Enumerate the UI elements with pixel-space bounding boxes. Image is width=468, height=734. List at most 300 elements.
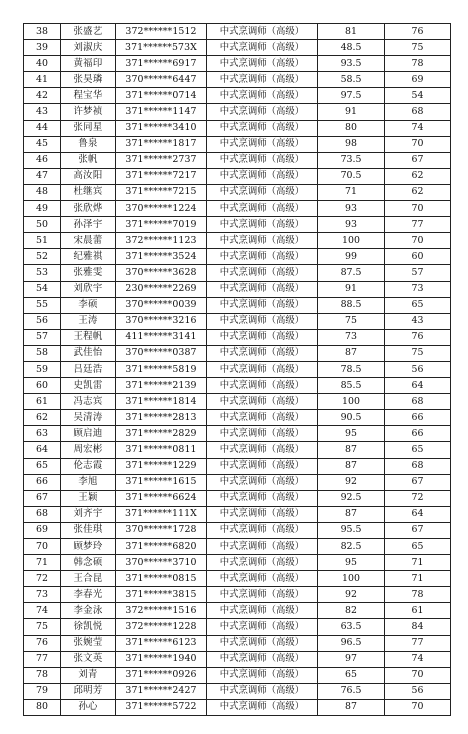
id-number-cell: 371******2139: [116, 378, 207, 394]
score-1-cell: 93: [318, 201, 385, 217]
id-number-cell: 371******6917: [116, 56, 207, 72]
score-1-cell: 92: [318, 474, 385, 490]
id-number-cell: 230******2269: [116, 281, 207, 297]
score-1-cell: 87: [318, 699, 385, 715]
name-cell: 张婉莹: [61, 635, 116, 651]
name-cell: 张雅雯: [61, 265, 116, 281]
score-1-cell: 80: [318, 120, 385, 136]
occupation-cell: 中式烹调师（高级）: [207, 297, 318, 313]
id-number-cell: 371******5722: [116, 699, 207, 715]
score-1-cell: 78.5: [318, 361, 385, 377]
id-number-cell: 371******5819: [116, 361, 207, 377]
table-row: [24, 201, 451, 217]
name-cell: 邱明芳: [61, 683, 116, 699]
score-2-cell: 71: [385, 571, 451, 587]
id-number-cell: 371******0714: [116, 88, 207, 104]
row-number-cell: 61: [24, 394, 61, 410]
name-cell: 李旭: [61, 474, 116, 490]
table-row: [24, 104, 451, 120]
row-number-cell: 52: [24, 249, 61, 265]
id-number-cell: 371******1147: [116, 104, 207, 120]
occupation-cell: 中式烹调师（高级）: [207, 233, 318, 249]
table-row: [24, 539, 451, 555]
occupation-cell: 中式烹调师（高级）: [207, 361, 318, 377]
name-cell: 王涛: [61, 313, 116, 329]
id-number-cell: 371******3815: [116, 587, 207, 603]
occupation-cell: 中式烹调师（高级）: [207, 136, 318, 152]
score-2-cell: 65: [385, 297, 451, 313]
id-number-cell: 371******0811: [116, 442, 207, 458]
name-cell: 武佳怡: [61, 345, 116, 361]
score-2-cell: 78: [385, 56, 451, 72]
table-row: [24, 490, 451, 506]
score-1-cell: 73.5: [318, 152, 385, 168]
score-1-cell: 91: [318, 281, 385, 297]
score-1-cell: 87: [318, 442, 385, 458]
occupation-cell: 中式烹调师（高级）: [207, 152, 318, 168]
id-number-cell: 371******573X: [116, 40, 207, 56]
occupation-cell: 中式烹调师（高级）: [207, 442, 318, 458]
row-number-cell: 47: [24, 168, 61, 184]
row-number-cell: 49: [24, 201, 61, 217]
row-number-cell: 58: [24, 345, 61, 361]
occupation-cell: 中式烹调师（高级）: [207, 184, 318, 200]
row-number-cell: 77: [24, 651, 61, 667]
score-2-cell: 68: [385, 104, 451, 120]
id-number-cell: 372******1123: [116, 233, 207, 249]
score-1-cell: 48.5: [318, 40, 385, 56]
row-number-cell: 70: [24, 539, 61, 555]
score-2-cell: 70: [385, 667, 451, 683]
occupation-cell: 中式烹调师（高级）: [207, 24, 318, 40]
occupation-cell: 中式烹调师（高级）: [207, 56, 318, 72]
row-number-cell: 63: [24, 426, 61, 442]
name-cell: 李春光: [61, 587, 116, 603]
row-number-cell: 43: [24, 104, 61, 120]
score-2-cell: 68: [385, 394, 451, 410]
score-1-cell: 95: [318, 426, 385, 442]
table-row: [24, 410, 451, 426]
id-number-cell: 372******1228: [116, 619, 207, 635]
score-2-cell: 70: [385, 201, 451, 217]
name-cell: 刘齐宇: [61, 506, 116, 522]
occupation-cell: 中式烹调师（高级）: [207, 168, 318, 184]
table-row: [24, 555, 451, 571]
id-number-cell: 371******1229: [116, 458, 207, 474]
row-number-cell: 46: [24, 152, 61, 168]
id-number-cell: 371******0926: [116, 667, 207, 683]
table-row: [24, 651, 451, 667]
name-cell: 刘淑庆: [61, 40, 116, 56]
row-number-cell: 72: [24, 571, 61, 587]
name-cell: 刘青: [61, 667, 116, 683]
name-cell: 吴清涛: [61, 410, 116, 426]
id-number-cell: 371******6123: [116, 635, 207, 651]
occupation-cell: 中式烹调师（高级）: [207, 72, 318, 88]
name-cell: 李金泳: [61, 603, 116, 619]
score-2-cell: 62: [385, 184, 451, 200]
score-1-cell: 81: [318, 24, 385, 40]
table-row: [24, 426, 451, 442]
row-number-cell: 41: [24, 72, 61, 88]
table-row: [24, 313, 451, 329]
table-body: [24, 24, 451, 716]
row-number-cell: 68: [24, 506, 61, 522]
occupation-cell: 中式烹调师（高级）: [207, 587, 318, 603]
name-cell: 孙心: [61, 699, 116, 715]
row-number-cell: 38: [24, 24, 61, 40]
score-2-cell: 56: [385, 361, 451, 377]
row-number-cell: 50: [24, 217, 61, 233]
table-row: [24, 571, 451, 587]
score-1-cell: 90.5: [318, 410, 385, 426]
occupation-cell: 中式烹调师（高级）: [207, 474, 318, 490]
row-number-cell: 69: [24, 522, 61, 538]
score-1-cell: 97: [318, 651, 385, 667]
id-number-cell: 370******1728: [116, 522, 207, 538]
score-1-cell: 85.5: [318, 378, 385, 394]
score-2-cell: 66: [385, 410, 451, 426]
id-number-cell: 371******2427: [116, 683, 207, 699]
id-number-cell: 370******0387: [116, 345, 207, 361]
row-number-cell: 56: [24, 313, 61, 329]
score-1-cell: 87.5: [318, 265, 385, 281]
id-number-cell: 371******3410: [116, 120, 207, 136]
score-2-cell: 70: [385, 136, 451, 152]
table-row: [24, 281, 451, 297]
score-2-cell: 68: [385, 458, 451, 474]
row-number-cell: 48: [24, 184, 61, 200]
score-2-cell: 65: [385, 539, 451, 555]
score-1-cell: 92: [318, 587, 385, 603]
table-row: [24, 88, 451, 104]
occupation-cell: 中式烹调师（高级）: [207, 217, 318, 233]
name-cell: 许梦祯: [61, 104, 116, 120]
name-cell: 张佳琪: [61, 522, 116, 538]
occupation-cell: 中式烹调师（高级）: [207, 490, 318, 506]
id-number-cell: 371******2829: [116, 426, 207, 442]
score-1-cell: 91: [318, 104, 385, 120]
score-2-cell: 70: [385, 233, 451, 249]
name-cell: 纪雅祺: [61, 249, 116, 265]
score-2-cell: 71: [385, 555, 451, 571]
occupation-cell: 中式烹调师（高级）: [207, 619, 318, 635]
id-number-cell: 371******3524: [116, 249, 207, 265]
score-1-cell: 87: [318, 506, 385, 522]
score-table: [23, 23, 451, 716]
table-row: [24, 72, 451, 88]
score-1-cell: 95.5: [318, 522, 385, 538]
name-cell: 顾梦玲: [61, 539, 116, 555]
id-number-cell: 371******2813: [116, 410, 207, 426]
score-2-cell: 76: [385, 329, 451, 345]
id-number-cell: 371******111X: [116, 506, 207, 522]
occupation-cell: 中式烹调师（高级）: [207, 249, 318, 265]
score-1-cell: 73: [318, 329, 385, 345]
row-number-cell: 71: [24, 555, 61, 571]
row-number-cell: 53: [24, 265, 61, 281]
row-number-cell: 73: [24, 587, 61, 603]
row-number-cell: 64: [24, 442, 61, 458]
table-row: [24, 587, 451, 603]
score-1-cell: 82.5: [318, 539, 385, 555]
occupation-cell: 中式烹调师（高级）: [207, 201, 318, 217]
row-number-cell: 55: [24, 297, 61, 313]
row-number-cell: 74: [24, 603, 61, 619]
id-number-cell: 370******1224: [116, 201, 207, 217]
occupation-cell: 中式烹调师（高级）: [207, 281, 318, 297]
score-1-cell: 87: [318, 458, 385, 474]
name-cell: 宋晨蕾: [61, 233, 116, 249]
score-1-cell: 75: [318, 313, 385, 329]
score-2-cell: 60: [385, 249, 451, 265]
occupation-cell: 中式烹调师（高级）: [207, 667, 318, 683]
row-number-cell: 78: [24, 667, 61, 683]
name-cell: 张文英: [61, 651, 116, 667]
table-row: [24, 184, 451, 200]
occupation-cell: 中式烹调师（高级）: [207, 699, 318, 715]
occupation-cell: 中式烹调师（高级）: [207, 265, 318, 281]
score-1-cell: 100: [318, 394, 385, 410]
occupation-cell: 中式烹调师（高级）: [207, 683, 318, 699]
score-1-cell: 88.5: [318, 297, 385, 313]
score-1-cell: 65: [318, 667, 385, 683]
row-number-cell: 62: [24, 410, 61, 426]
name-cell: 王合昆: [61, 571, 116, 587]
id-number-cell: 370******6447: [116, 72, 207, 88]
score-2-cell: 64: [385, 506, 451, 522]
score-1-cell: 82: [318, 603, 385, 619]
table-row: [24, 168, 451, 184]
occupation-cell: 中式烹调师（高级）: [207, 88, 318, 104]
row-number-cell: 59: [24, 361, 61, 377]
row-number-cell: 44: [24, 120, 61, 136]
occupation-cell: 中式烹调师（高级）: [207, 555, 318, 571]
occupation-cell: 中式烹调师（高级）: [207, 635, 318, 651]
row-number-cell: 76: [24, 635, 61, 651]
name-cell: 张昊璘: [61, 72, 116, 88]
name-cell: 刘欣宇: [61, 281, 116, 297]
name-cell: 黄福印: [61, 56, 116, 72]
table-row: [24, 361, 451, 377]
name-cell: 张欣烨: [61, 201, 116, 217]
score-1-cell: 96.5: [318, 635, 385, 651]
id-number-cell: 371******0815: [116, 571, 207, 587]
occupation-cell: 中式烹调师（高级）: [207, 120, 318, 136]
name-cell: 周宏彬: [61, 442, 116, 458]
score-2-cell: 76: [385, 24, 451, 40]
id-number-cell: 372******1516: [116, 603, 207, 619]
score-2-cell: 72: [385, 490, 451, 506]
score-2-cell: 64: [385, 378, 451, 394]
id-number-cell: 370******3628: [116, 265, 207, 281]
table-row: [24, 378, 451, 394]
occupation-cell: 中式烹调师（高级）: [207, 394, 318, 410]
table-row: [24, 40, 451, 56]
score-2-cell: 56: [385, 683, 451, 699]
score-2-cell: 75: [385, 40, 451, 56]
score-1-cell: 93: [318, 217, 385, 233]
name-cell: 鲁泉: [61, 136, 116, 152]
occupation-cell: 中式烹调师（高级）: [207, 522, 318, 538]
score-2-cell: 77: [385, 635, 451, 651]
score-2-cell: 74: [385, 120, 451, 136]
name-cell: 程宝华: [61, 88, 116, 104]
occupation-cell: 中式烹调师（高级）: [207, 40, 318, 56]
name-cell: 张盛艺: [61, 24, 116, 40]
id-number-cell: 371******6624: [116, 490, 207, 506]
occupation-cell: 中式烹调师（高级）: [207, 345, 318, 361]
score-2-cell: 70: [385, 699, 451, 715]
score-2-cell: 77: [385, 217, 451, 233]
occupation-cell: 中式烹调师（高级）: [207, 651, 318, 667]
score-2-cell: 62: [385, 168, 451, 184]
table-row: [24, 249, 451, 265]
id-number-cell: 371******7215: [116, 184, 207, 200]
score-1-cell: 98: [318, 136, 385, 152]
id-number-cell: 371******7019: [116, 217, 207, 233]
occupation-cell: 中式烹调师（高级）: [207, 426, 318, 442]
table-row: [24, 297, 451, 313]
score-2-cell: 43: [385, 313, 451, 329]
table-row: [24, 24, 451, 40]
score-1-cell: 100: [318, 233, 385, 249]
id-number-cell: 371******2737: [116, 152, 207, 168]
table-row: [24, 442, 451, 458]
occupation-cell: 中式烹调师（高级）: [207, 313, 318, 329]
table-row: [24, 136, 451, 152]
name-cell: 冯志宾: [61, 394, 116, 410]
occupation-cell: 中式烹调师（高级）: [207, 329, 318, 345]
name-cell: 张同星: [61, 120, 116, 136]
id-number-cell: 371******7217: [116, 168, 207, 184]
score-2-cell: 75: [385, 345, 451, 361]
id-number-cell: 370******3216: [116, 313, 207, 329]
table-row: [24, 233, 451, 249]
table-row: [24, 120, 451, 136]
table-row: [24, 619, 451, 635]
score-2-cell: 54: [385, 88, 451, 104]
score-2-cell: 65: [385, 442, 451, 458]
table-row: [24, 474, 451, 490]
score-1-cell: 100: [318, 571, 385, 587]
row-number-cell: 57: [24, 329, 61, 345]
score-1-cell: 70.5: [318, 168, 385, 184]
name-cell: 杜继宾: [61, 184, 116, 200]
occupation-cell: 中式烹调师（高级）: [207, 506, 318, 522]
row-number-cell: 66: [24, 474, 61, 490]
score-2-cell: 73: [385, 281, 451, 297]
id-number-cell: 371******1615: [116, 474, 207, 490]
name-cell: 顾启迪: [61, 426, 116, 442]
table-row: [24, 345, 451, 361]
score-2-cell: 78: [385, 587, 451, 603]
score-1-cell: 76.5: [318, 683, 385, 699]
score-1-cell: 71: [318, 184, 385, 200]
table-row: [24, 152, 451, 168]
table-row: [24, 329, 451, 345]
table-row: [24, 683, 451, 699]
id-number-cell: 372******1512: [116, 24, 207, 40]
score-1-cell: 95: [318, 555, 385, 571]
table-row: [24, 265, 451, 281]
score-1-cell: 63.5: [318, 619, 385, 635]
row-number-cell: 75: [24, 619, 61, 635]
score-2-cell: 74: [385, 651, 451, 667]
table-row: [24, 56, 451, 72]
score-2-cell: 67: [385, 474, 451, 490]
row-number-cell: 45: [24, 136, 61, 152]
table-row: [24, 603, 451, 619]
score-2-cell: 67: [385, 152, 451, 168]
id-number-cell: 371******6820: [116, 539, 207, 555]
row-number-cell: 67: [24, 490, 61, 506]
name-cell: 王程帆: [61, 329, 116, 345]
score-1-cell: 87: [318, 345, 385, 361]
id-number-cell: 411******3141: [116, 329, 207, 345]
row-number-cell: 80: [24, 699, 61, 715]
table-row: [24, 699, 451, 715]
occupation-cell: 中式烹调师（高级）: [207, 603, 318, 619]
occupation-cell: 中式烹调师（高级）: [207, 539, 318, 555]
name-cell: 吕廷浩: [61, 361, 116, 377]
id-number-cell: 371******1940: [116, 651, 207, 667]
score-2-cell: 66: [385, 426, 451, 442]
table-row: [24, 458, 451, 474]
name-cell: 王颖: [61, 490, 116, 506]
score-2-cell: 69: [385, 72, 451, 88]
score-1-cell: 99: [318, 249, 385, 265]
name-cell: 李硕: [61, 297, 116, 313]
name-cell: 孙泽宇: [61, 217, 116, 233]
table-row: [24, 635, 451, 651]
score-2-cell: 57: [385, 265, 451, 281]
id-number-cell: 370******3710: [116, 555, 207, 571]
row-number-cell: 60: [24, 378, 61, 394]
score-1-cell: 93.5: [318, 56, 385, 72]
name-cell: 高汝阳: [61, 168, 116, 184]
name-cell: 张帆: [61, 152, 116, 168]
score-1-cell: 58.5: [318, 72, 385, 88]
table-row: [24, 667, 451, 683]
row-number-cell: 39: [24, 40, 61, 56]
score-1-cell: 97.5: [318, 88, 385, 104]
score-2-cell: 61: [385, 603, 451, 619]
occupation-cell: 中式烹调师（高级）: [207, 378, 318, 394]
id-number-cell: 371******1817: [116, 136, 207, 152]
table-row: [24, 217, 451, 233]
occupation-cell: 中式烹调师（高级）: [207, 410, 318, 426]
score-2-cell: 84: [385, 619, 451, 635]
table-row: [24, 394, 451, 410]
id-number-cell: 370******0039: [116, 297, 207, 313]
row-number-cell: 79: [24, 683, 61, 699]
name-cell: 徐凯悦: [61, 619, 116, 635]
name-cell: 伦志霞: [61, 458, 116, 474]
row-number-cell: 54: [24, 281, 61, 297]
row-number-cell: 40: [24, 56, 61, 72]
row-number-cell: 51: [24, 233, 61, 249]
id-number-cell: 371******1814: [116, 394, 207, 410]
occupation-cell: 中式烹调师（高级）: [207, 458, 318, 474]
score-1-cell: 92.5: [318, 490, 385, 506]
name-cell: 韩念硕: [61, 555, 116, 571]
table-row: [24, 506, 451, 522]
name-cell: 史凯雷: [61, 378, 116, 394]
occupation-cell: 中式烹调师（高级）: [207, 571, 318, 587]
score-2-cell: 67: [385, 522, 451, 538]
row-number-cell: 65: [24, 458, 61, 474]
